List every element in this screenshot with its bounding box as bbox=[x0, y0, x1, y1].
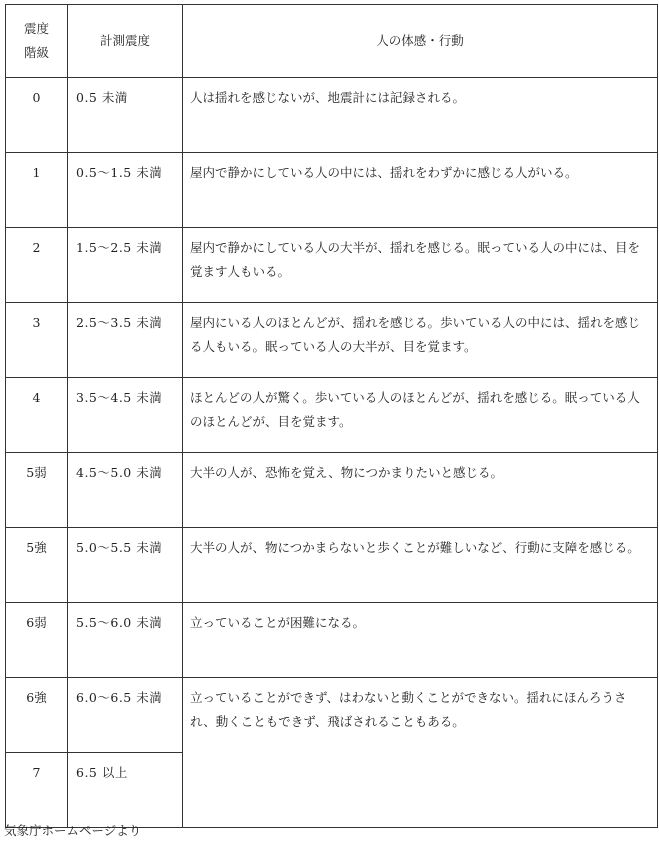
instrumental-intensity-cell: 1.5〜2.5 未満 bbox=[68, 228, 183, 303]
instrumental-intensity-cell: 3.5〜4.5 未満 bbox=[68, 378, 183, 453]
intensity-level-cell: 6強 bbox=[6, 678, 68, 753]
intensity-level-cell: 0 bbox=[6, 78, 68, 153]
intensity-level-cell: 2 bbox=[6, 228, 68, 303]
perception-description-cell: 人は揺れを感じないが、地震計には記録される。 bbox=[183, 78, 658, 153]
intensity-level-cell: 6弱 bbox=[6, 603, 68, 678]
perception-description-cell: 屋内で静かにしている人の大半が、揺れを感じる。眠っている人の中には、目を覚ます人もいる。 bbox=[183, 228, 658, 303]
intensity-level-cell: 5弱 bbox=[6, 453, 68, 528]
source-note: 気象庁ホームページより bbox=[4, 823, 142, 838]
header-level-line2: 階級 bbox=[23, 45, 49, 60]
intensity-level-cell: 4 bbox=[6, 378, 68, 453]
instrumental-intensity-cell: 4.5〜5.0 未満 bbox=[68, 453, 183, 528]
header-level-line1: 震度 bbox=[23, 21, 49, 36]
header-instrumental-intensity: 計測震度 bbox=[68, 5, 183, 78]
table-row bbox=[6, 303, 658, 378]
instrumental-intensity-cell: 5.0〜5.5 未満 bbox=[68, 528, 183, 603]
table-row bbox=[6, 528, 658, 603]
table-row bbox=[6, 378, 658, 453]
instrumental-intensity-cell: 0.5〜1.5 未満 bbox=[68, 153, 183, 228]
perception-description-cell: ほとんどの人が驚く。歩いている人のほとんどが、揺れを感じる。眠っている人のほとんどが、目を覚ます。 bbox=[183, 378, 658, 453]
table-row bbox=[6, 153, 658, 228]
perception-description-cell: 屋内で静かにしている人の中には、揺れをわずかに感じる人がいる。 bbox=[183, 153, 658, 228]
table-row bbox=[6, 603, 658, 678]
header-human-perception: 人の体感・行動 bbox=[183, 5, 658, 78]
intensity-level-cell: 1 bbox=[6, 153, 68, 228]
perception-description-cell: 立っていることができず、はわないと動くことができない。揺れにほんろうされ、動くこともできず、飛ばされることもある。 bbox=[183, 678, 658, 828]
table-row bbox=[6, 228, 658, 303]
header-intensity-level bbox=[6, 5, 68, 78]
table-row bbox=[6, 453, 658, 528]
instrumental-intensity-cell: 2.5〜3.5 未満 bbox=[68, 303, 183, 378]
perception-description-cell: 大半の人が、物につかまらないと歩くことが難しいなど、行動に支障を感じる。 bbox=[183, 528, 658, 603]
perception-description-cell: 立っていることが困難になる。 bbox=[183, 603, 658, 678]
intensity-level-cell: 5強 bbox=[6, 528, 68, 603]
perception-description-cell: 大半の人が、恐怖を覚え、物につかまりたいと感じる。 bbox=[183, 453, 658, 528]
seismic-intensity-table bbox=[5, 4, 658, 828]
table-row bbox=[6, 78, 658, 153]
intensity-level-cell: 3 bbox=[6, 303, 68, 378]
intensity-level-cell: 7 bbox=[6, 753, 68, 828]
perception-description-cell: 屋内にいる人のほとんどが、揺れを感じる。歩いている人の中には、揺れを感じる人もいる。眠っている人の大半が、目を覚ます。 bbox=[183, 303, 658, 378]
table-row bbox=[6, 678, 658, 753]
instrumental-intensity-cell: 5.5〜6.0 未満 bbox=[68, 603, 183, 678]
instrumental-intensity-cell: 6.5 以上 bbox=[68, 753, 183, 828]
table-header-row bbox=[6, 5, 658, 78]
instrumental-intensity-cell: 0.5 未満 bbox=[68, 78, 183, 153]
instrumental-intensity-cell: 6.0〜6.5 未満 bbox=[68, 678, 183, 753]
